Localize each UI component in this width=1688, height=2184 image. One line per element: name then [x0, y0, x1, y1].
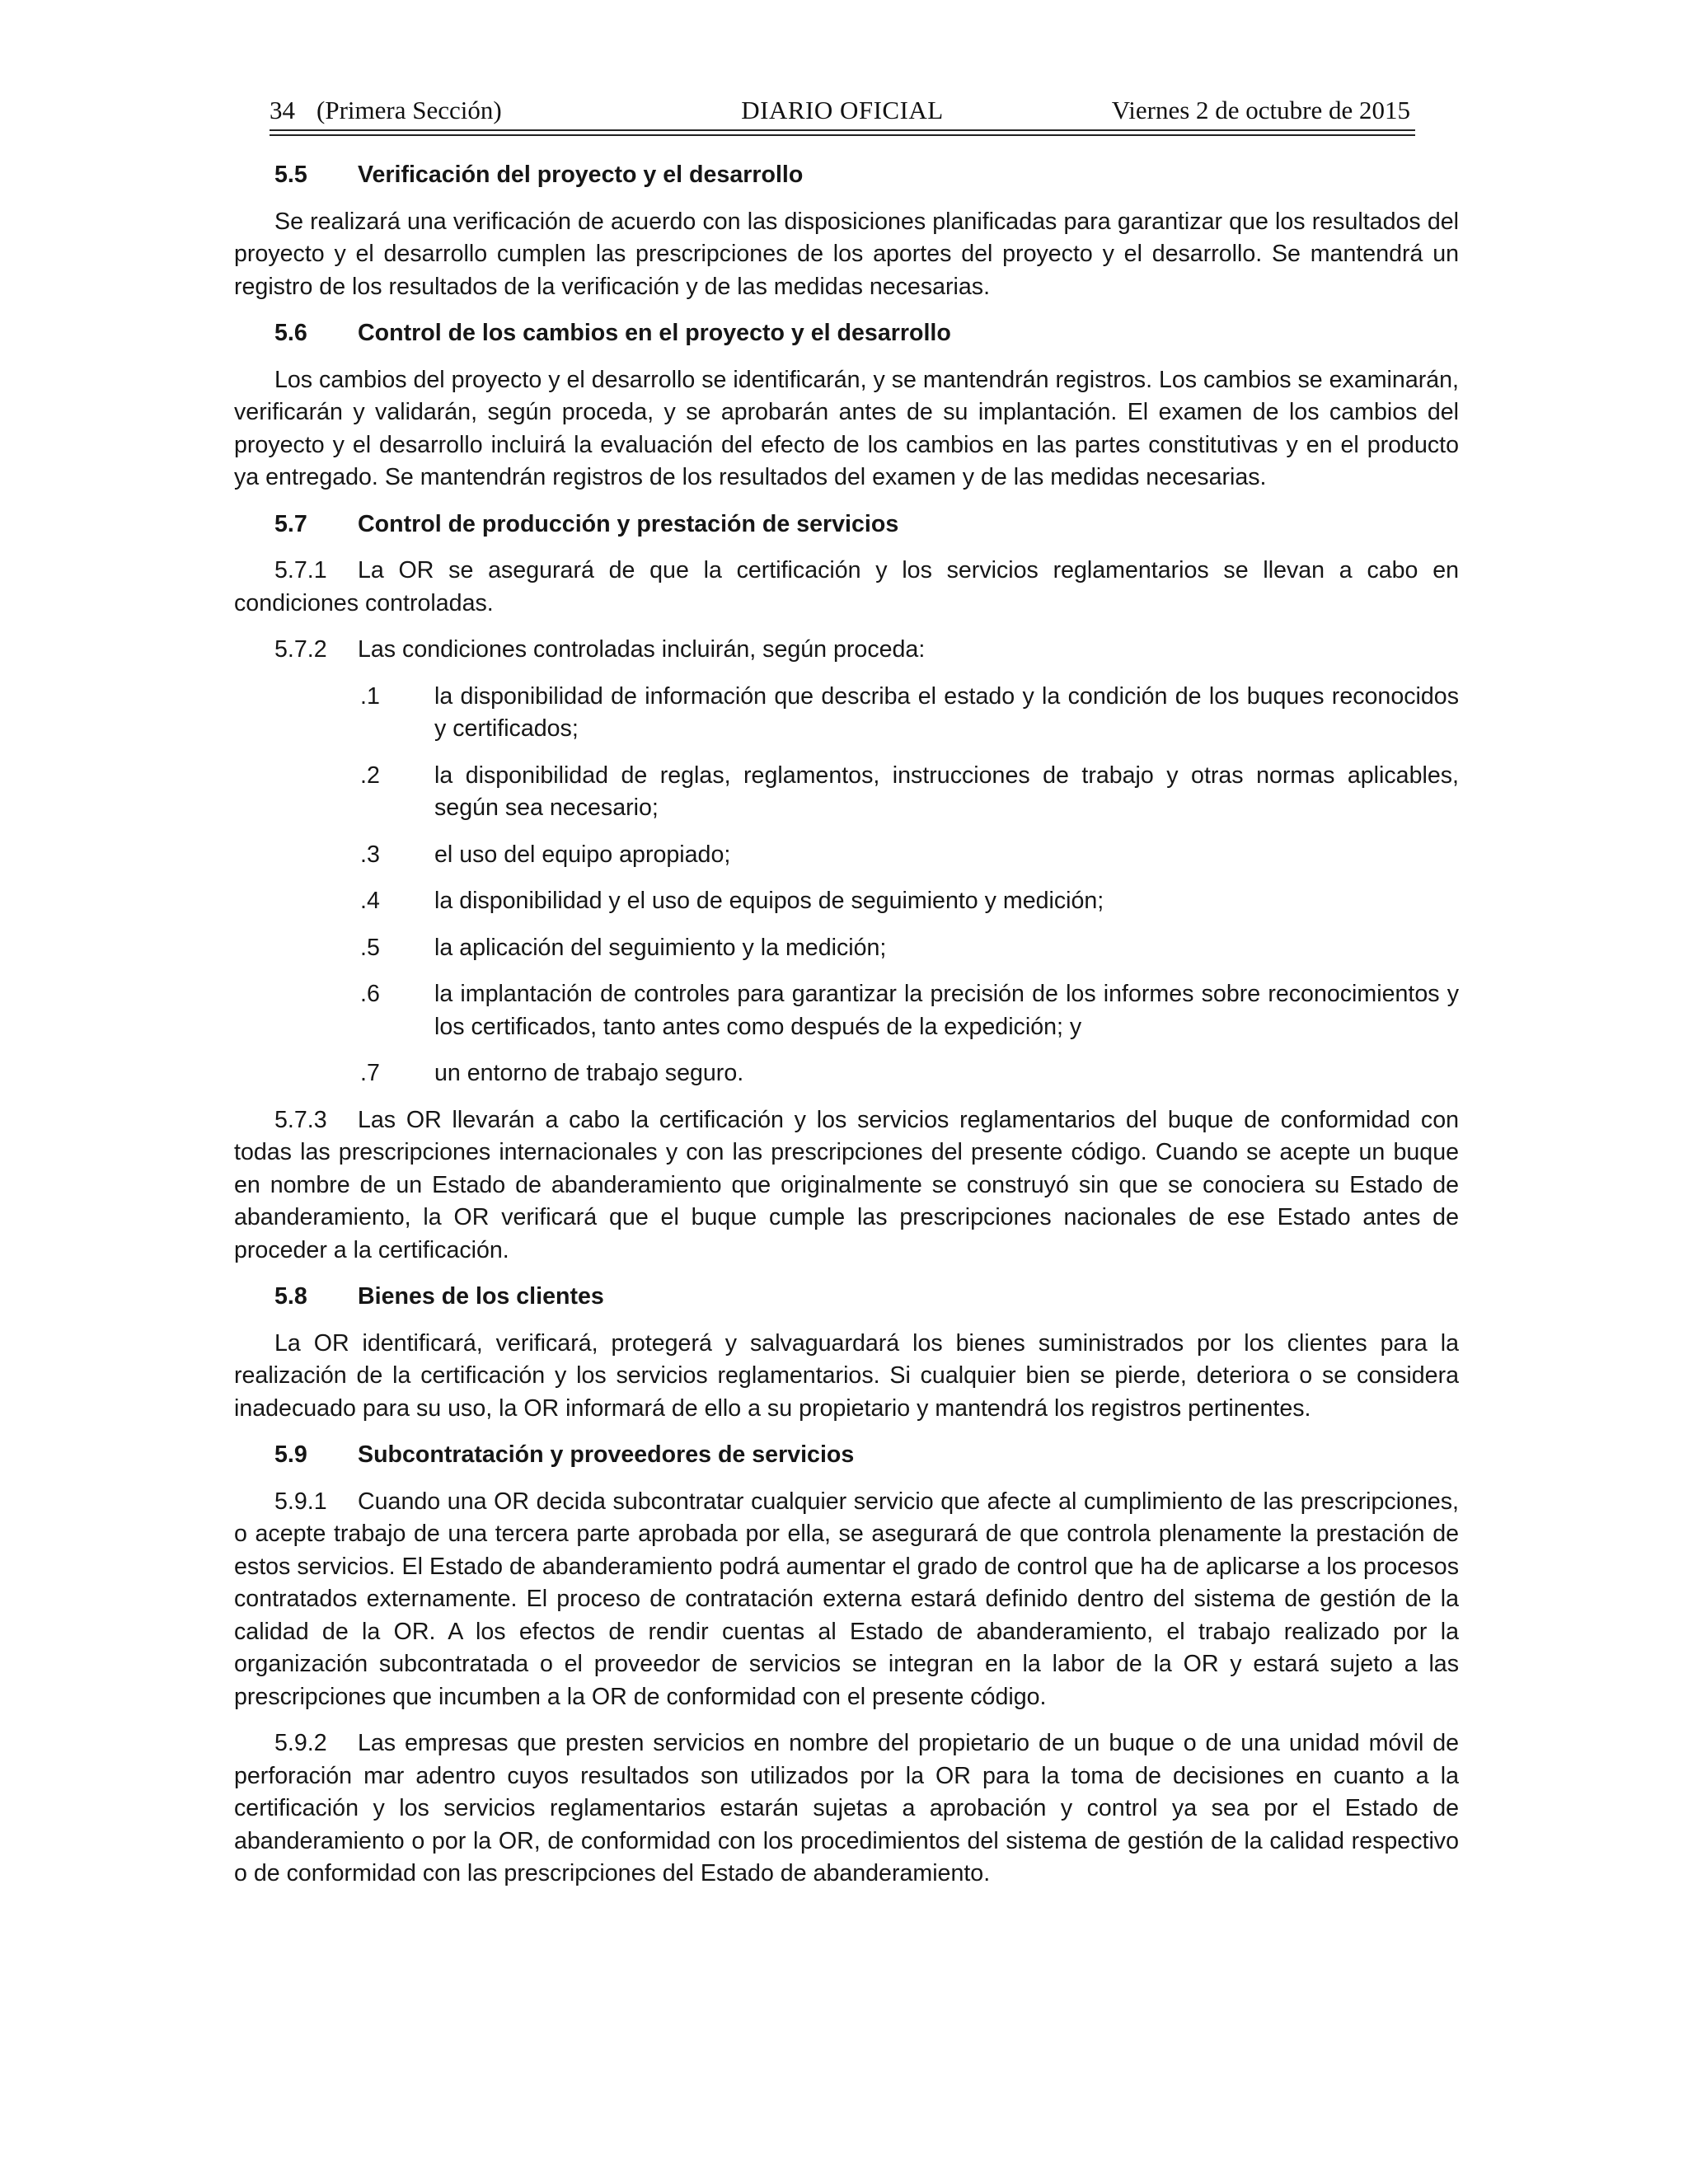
paragraph-number: 5.9.2	[274, 1730, 327, 1756]
numbered-paragraph	[234, 1486, 1459, 1714]
section-title: Verificación del proyecto y el desarrollo	[358, 162, 804, 188]
list-item	[234, 760, 1459, 825]
list-marker: .6	[360, 981, 380, 1007]
list-item	[234, 978, 1459, 1043]
page-header	[270, 92, 1415, 125]
section-number: 5.9	[274, 1441, 307, 1468]
list-marker: .5	[360, 934, 380, 961]
list-item	[234, 839, 1459, 872]
paragraph-number: 5.7.1	[274, 557, 327, 583]
list-item	[234, 681, 1459, 746]
section-title: Subcontratación y proveedores de servicios	[358, 1441, 855, 1468]
list-marker: .4	[360, 888, 380, 914]
paragraph-number: 5.7.3	[274, 1106, 327, 1133]
list-item-text: la disponibilidad de información que describa el estado y la condición de los buques reconocidos y certificados;	[434, 682, 1459, 742]
numbered-paragraph	[234, 555, 1459, 620]
section-heading	[234, 509, 1459, 541]
paragraph: Se realizará una verificación de acuerdo con las disposiciones planificadas para garantizar que los resultados del proyecto y el desarrollo cumplen las prescripciones de los aportes del proyecto y el desarrollo. Se mantendrá un registro de los resultados de la verificación y de las medidas necesarias.	[234, 208, 1459, 300]
list-marker: .1	[360, 682, 380, 710]
list-item-text: el uso del equipo apropiado;	[434, 841, 731, 868]
section-number: 5.7	[274, 510, 307, 537]
section-title: Bienes de los clientes	[358, 1283, 604, 1310]
list-marker: .7	[360, 1060, 380, 1086]
list-marker: .2	[360, 762, 380, 789]
publication-date: Viernes 2 de octubre de 2015	[1111, 96, 1410, 124]
section-number: 5.5	[274, 162, 307, 188]
numbered-paragraph	[234, 1104, 1459, 1268]
paragraph-text: Las empresas que presten servicios en nombre del propietario de un buque o de una unidad móvil de perforación mar adentro cuyos resultados son utilizados por la OR para la toma de decisiones en cuanto a la certificación y los servicios reglamentarios estarán sujetas a aprobación y control ya sea por el Estado de abanderamiento o por la OR, de conformidad con los procedimientos del sistema de gestión de la calidad respectivo o de conformidad con las prescripciones del Estado de abanderamiento.	[234, 1730, 1459, 1886]
list-item-text: la implantación de controles para garantizar la precisión de los informes sobre reconocimientos y los certificados, tanto antes como después de la expedición; y	[434, 981, 1459, 1040]
paragraph: La OR identificará, verificará, protegerá y salvaguardará los bienes suministrados por los clientes para la realización de la certificación y los servicios reglamentarios. Si cualquier bien se pierde, deteriora o se considera inadecuado para su uso, la OR informará de ello a su propietario y mantendrá los registros pertinentes.	[234, 1329, 1459, 1422]
document-body	[234, 159, 1459, 1905]
section-number: 5.6	[274, 320, 307, 346]
section-label: (Primera Sección)	[316, 96, 502, 124]
list-item	[234, 885, 1459, 918]
section-heading	[234, 1439, 1459, 1472]
section-heading	[234, 1281, 1459, 1314]
section-title: Control de los cambios en el proyecto y el desarrollo	[358, 320, 951, 346]
paragraph: Los cambios del proyecto y el desarrollo se identificarán, y se mantendrán registros. Los cambios se examinarán, verificarán y validarán, según proceda, y se aprobarán antes de su implantación. El examen de los cambios del proyecto y el desarrollo incluirá la evaluación del efecto de los cambios en las partes constitutivas y en el producto ya entregado. Se mantendrán registros de los resultados del examen y de las medidas necesarias.	[234, 366, 1459, 490]
list-marker: .3	[360, 841, 380, 868]
section-heading	[234, 159, 1459, 192]
list-item	[234, 932, 1459, 965]
header-rule-top	[270, 129, 1415, 131]
list-item-text: la disponibilidad de reglas, reglamentos, instrucciones de trabajo y otras normas aplicables, según sea necesario;	[434, 762, 1459, 821]
list-item	[234, 1057, 1459, 1090]
paragraph-text: Cuando una OR decida subcontratar cualquier servicio que afecte al cumplimiento de las prescripciones, o acepte trabajo de una tercera parte aprobada por ella, se asegurará de que controla plenamente la prestación de estos servicios. El Estado de abanderamiento podrá aumentar el grado de control que ha de aplicarse a los procesos contratados externamente. El proceso de contratación externa estará definido dentro del sistema de gestión de la calidad de la OR. A los efectos de rendir cuentas al Estado de abanderamiento, el trabajo realizado por la organización subcontratada o el proveedor de servicios se integran en la labor de la OR y estará sujeto a las prescripciones que incumben a la OR de conformidad con el presente código.	[234, 1488, 1459, 1710]
list-item-text: un entorno de trabajo seguro.	[434, 1060, 744, 1086]
list-item-text: la disponibilidad y el uso de equipos de seguimiento y medición;	[434, 888, 1104, 914]
numbered-paragraph	[234, 634, 1459, 667]
list-item-text: la aplicación del seguimiento y la medición;	[434, 934, 887, 961]
paragraph-text: Las condiciones controladas incluirán, según proceda:	[358, 636, 926, 663]
paragraph-number: 5.9.1	[274, 1488, 327, 1515]
section-title: Control de producción y prestación de servicios	[358, 510, 899, 537]
page-number: 34	[270, 96, 295, 124]
paragraph-text: La OR se asegurará de que la certificación y los servicios reglamentarios se llevan a cabo en condiciones controladas.	[234, 557, 1459, 616]
numbered-paragraph	[234, 1727, 1459, 1891]
header-rule-bottom	[270, 134, 1415, 136]
publication-name: DIARIO OFICIAL	[741, 96, 944, 124]
section-heading	[234, 317, 1459, 350]
paragraph-text: Las OR llevarán a cabo la certificación y los servicios reglamentarios del buque de conformidad con todas las prescripciones internacionales y con las prescripciones del presente código. Cuando se acepte un buque en nombre de un Estado de abanderamiento que originalmente se construyó sin que se conociera su Estado de abanderamiento, la OR verificará que el buque cumple las prescripciones nacionales de ese Estado antes de proceder a la certificación.	[234, 1106, 1459, 1263]
paragraph-number: 5.7.2	[274, 636, 327, 663]
section-number: 5.8	[274, 1283, 307, 1310]
